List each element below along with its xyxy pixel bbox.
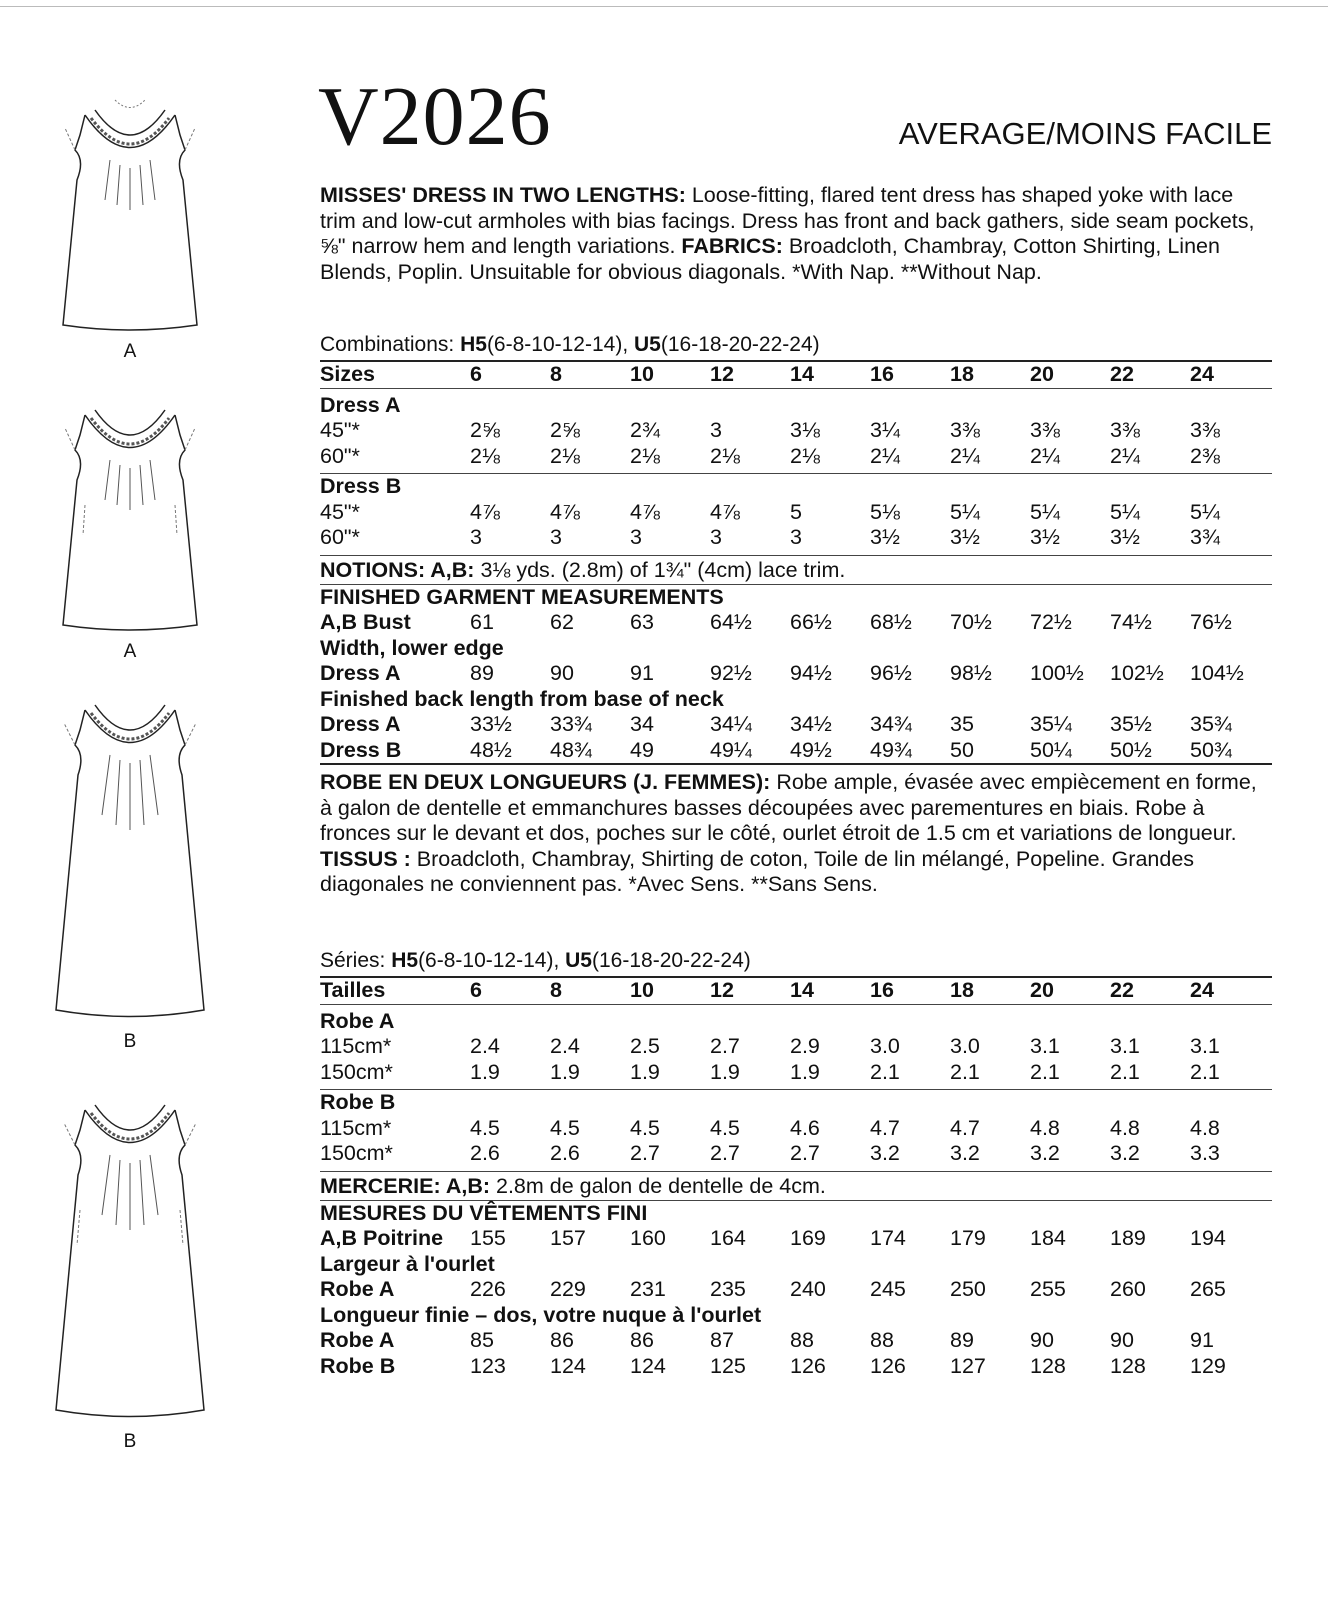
cell: 128 <box>1030 1353 1066 1378</box>
cell: 5¼ <box>950 499 980 524</box>
cell: 62 <box>550 610 574 634</box>
cell: 4⅞ <box>550 499 580 524</box>
notions-text: 2.8m de galon de dentelle de 4cm. <box>496 1173 826 1198</box>
cell: 5¼ <box>1190 499 1220 524</box>
notions-text: 3⅛ yds. (2.8m) of 1¾" (4cm) lace trim. <box>480 557 846 582</box>
cell: 3.1 <box>1190 1034 1220 1058</box>
cell: 2⅛ <box>710 443 740 468</box>
cell: 2¼ <box>1110 443 1140 468</box>
cell: 124 <box>630 1353 666 1378</box>
french-title: ROBE EN DEUX LONGUEURS (J. FEMMES): <box>320 770 771 794</box>
cell: 92½ <box>710 661 752 685</box>
cell: 2.1 <box>1030 1059 1060 1084</box>
french-description <box>320 770 1270 898</box>
cell: 3½ <box>950 525 980 549</box>
cell: 34¾ <box>870 712 912 736</box>
cell: 4.6 <box>790 1115 820 1140</box>
dress-b-back-icon <box>50 1085 210 1425</box>
cell: 70½ <box>950 610 992 634</box>
cell: 88 <box>870 1328 894 1352</box>
cell: 126 <box>790 1353 826 1378</box>
french-yardage-table <box>320 946 1272 1379</box>
combo1-code: H5 <box>460 333 487 356</box>
dress-a-front-icon <box>55 90 205 335</box>
cell: 4.8 <box>1190 1115 1220 1140</box>
combinations-line <box>320 946 1272 976</box>
view-b-front <box>40 685 220 1053</box>
tissus-text: Broadcloth, Chambray, Shirting de coton, Toile de lin mélangé, Popeline. Grandes diagonales ne conviennent pas. *Avec Sens. **Sans Sens. <box>320 846 1195 896</box>
cell: 48¾ <box>550 737 592 762</box>
cell: 86 <box>630 1328 654 1352</box>
yardage-row <box>320 1034 1272 1060</box>
cell: 1.9 <box>710 1059 740 1084</box>
cell: 189 <box>1110 1226 1146 1250</box>
cell: 4.8 <box>1030 1115 1060 1140</box>
cell: 18 <box>950 362 974 386</box>
cell: 16 <box>870 978 894 1002</box>
cell: 94½ <box>790 661 832 685</box>
cell: 3⅛ <box>790 418 820 442</box>
finished-measurements-label: FINISHED GARMENT MEASUREMENTS <box>320 584 1272 611</box>
cell: 18 <box>950 978 974 1002</box>
cell: 4.5 <box>710 1115 740 1140</box>
cell: 3.3 <box>1190 1141 1220 1165</box>
section-label: Robe B <box>320 1090 396 1114</box>
width-row <box>320 661 1272 687</box>
cell: 229 <box>550 1277 586 1301</box>
row-label: 150cm* <box>320 1141 393 1165</box>
cell: 2.6 <box>470 1141 500 1165</box>
view-b-back <box>40 1085 220 1453</box>
cell: 2⅛ <box>470 443 500 468</box>
view-label: B <box>123 1431 137 1452</box>
cell: 5 <box>790 499 802 524</box>
section-label: Dress A <box>320 392 401 417</box>
cell: 1.9 <box>470 1059 500 1084</box>
cell: 2⅜ <box>1190 443 1220 468</box>
dress-a-label-row <box>320 393 1272 419</box>
dress-b-label-row <box>320 473 1272 500</box>
cell: 127 <box>950 1353 986 1378</box>
cell: 250 <box>950 1277 986 1301</box>
fabrics-label: FABRICS: <box>681 234 783 258</box>
view-label: B <box>123 1031 137 1052</box>
yardage-row <box>320 1116 1272 1142</box>
cell: 3 <box>470 525 482 549</box>
cell: 2¼ <box>1030 443 1060 468</box>
top-border <box>0 0 1328 7</box>
cell: 3¼ <box>870 418 900 442</box>
cell: 4.7 <box>870 1115 900 1140</box>
cell: 128 <box>1110 1353 1146 1378</box>
cell: 24 <box>1190 362 1214 386</box>
notions-row <box>320 1171 1272 1200</box>
cell: 35 <box>950 712 974 736</box>
yardage-row <box>320 1141 1272 1167</box>
cell: 184 <box>1030 1226 1066 1250</box>
cell: 22 <box>1110 978 1134 1002</box>
fabrics-text: Broadcloth, Chambray, Cotton Shirting, Linen Blends, Poplin. Unsuitable for obvious diagonals. *With Nap. **Without Nap. <box>320 234 1220 284</box>
cell: 3⅜ <box>1030 418 1060 442</box>
view-a-front <box>40 90 220 363</box>
length-a-row <box>320 712 1272 738</box>
cell: 5¼ <box>1110 499 1140 524</box>
cell: 2.4 <box>470 1034 500 1058</box>
cell: 2.1 <box>1110 1059 1140 1084</box>
french-body: Robe ample, évasée avec empiècement en forme, à galon de dentelle et emmanchures basses découpées avec parementures en biais. Robe à fronces sur le devant et dos, poches sur le côté, ourlet étroit de 1.5 cm et variations de longueur. <box>320 770 1257 845</box>
cell: 3¾ <box>1190 525 1220 549</box>
cell: 3 <box>550 525 562 549</box>
view-label: A <box>123 641 137 662</box>
difficulty-level: AVERAGE/MOINS FACILE <box>898 116 1272 151</box>
section-label: Robe A <box>320 1008 395 1033</box>
cell: 2.1 <box>950 1059 980 1084</box>
cell: 3½ <box>870 525 900 549</box>
bust-row <box>320 610 1272 636</box>
cell: 87 <box>710 1328 734 1352</box>
length-b-row <box>320 1354 1272 1380</box>
cell: 2.7 <box>710 1034 740 1058</box>
cell: 3.1 <box>1030 1034 1060 1058</box>
combinations-label: Séries: <box>320 949 386 972</box>
section-label: Dress B <box>320 474 402 498</box>
cell: 8 <box>550 978 562 1002</box>
english-description <box>320 183 1270 285</box>
cell: 3½ <box>1030 525 1060 549</box>
row-label: Robe A <box>320 1277 395 1301</box>
pattern-code: V2026 <box>318 70 552 163</box>
cell: 34 <box>630 712 654 736</box>
cell: 86 <box>550 1328 574 1352</box>
row-label: Sizes <box>320 362 375 386</box>
cell: 6 <box>470 362 482 386</box>
cell: 12 <box>710 978 734 1002</box>
cell: 160 <box>630 1226 666 1250</box>
cell: 49½ <box>790 737 832 762</box>
cell: 20 <box>1030 978 1054 1002</box>
cell: 8 <box>550 362 562 386</box>
cell: 6 <box>470 978 482 1002</box>
cell: 91 <box>1190 1328 1214 1352</box>
cell: 157 <box>550 1226 586 1250</box>
width-label: Width, lower edge <box>320 635 504 660</box>
notions-label: MERCERIE: A,B: <box>320 1173 491 1198</box>
row-label: Robe A <box>320 1328 395 1352</box>
cell: 49¾ <box>870 737 912 762</box>
length-b-row <box>320 738 1272 766</box>
cell: 50½ <box>1110 737 1152 762</box>
cell: 3 <box>710 525 722 549</box>
row-label: 150cm* <box>320 1059 393 1084</box>
cell: 50 <box>950 737 974 762</box>
cell: 2⅛ <box>630 443 660 468</box>
dress-a-label-row <box>320 1009 1272 1035</box>
cell: 164 <box>710 1226 746 1250</box>
row-label: 115cm* <box>320 1034 392 1058</box>
yardage-row <box>320 525 1272 551</box>
finished-measurements-label: MESURES DU VÊTEMENTS FINI <box>320 1200 1272 1227</box>
row-label: A,B Poitrine <box>320 1226 444 1250</box>
row-label: Dress A <box>320 661 401 685</box>
dress-a-back-icon <box>55 390 205 635</box>
cell: 50¼ <box>1030 737 1072 762</box>
cell: 3.2 <box>870 1141 900 1165</box>
notions-label: NOTIONS: A,B: <box>320 557 475 582</box>
width-row <box>320 1277 1272 1303</box>
cell: 104½ <box>1190 661 1244 685</box>
cell: 66½ <box>790 610 832 634</box>
sketch-column <box>40 90 220 1490</box>
cell: 3 <box>630 525 642 549</box>
cell: 1.9 <box>790 1059 820 1084</box>
cell: 194 <box>1190 1226 1226 1250</box>
cell: 63 <box>630 610 654 634</box>
cell: 61 <box>470 610 494 634</box>
cell: 14 <box>790 362 814 386</box>
cell: 10 <box>630 978 654 1002</box>
row-label: A,B Bust <box>320 610 411 634</box>
cell: 125 <box>710 1353 746 1378</box>
cell: 2⅛ <box>790 443 820 468</box>
cell: 16 <box>870 362 894 386</box>
cell: 3½ <box>1110 525 1140 549</box>
combo2-sizes: (16-18-20-22-24) <box>660 333 820 356</box>
cell: 10 <box>630 362 654 386</box>
yardage-row <box>320 1060 1272 1086</box>
cell: 2.7 <box>630 1141 660 1165</box>
cell: 89 <box>470 661 494 685</box>
cell: 245 <box>870 1277 906 1301</box>
row-label: Dress B <box>320 737 402 762</box>
cell: 3⅜ <box>1110 418 1140 442</box>
view-label: A <box>123 341 137 362</box>
cell: 3.2 <box>950 1141 980 1165</box>
cell: 5¼ <box>1030 499 1060 524</box>
bust-row <box>320 1226 1272 1252</box>
cell: 3.2 <box>1030 1141 1060 1165</box>
length-label: Finished back length from base of neck <box>320 686 724 711</box>
cell: 72½ <box>1030 610 1072 634</box>
cell: 123 <box>470 1353 506 1378</box>
english-yardage-table <box>320 330 1272 765</box>
cell: 231 <box>630 1277 666 1301</box>
cell: 5⅛ <box>870 499 900 524</box>
cell: 169 <box>790 1226 826 1250</box>
cell: 20 <box>1030 362 1054 386</box>
cell: 24 <box>1190 978 1214 1002</box>
combinations-label: Combinations: <box>320 333 455 356</box>
cell: 2¾ <box>630 418 660 442</box>
cell: 3⅜ <box>1190 418 1220 442</box>
cell: 129 <box>1190 1353 1226 1378</box>
cell: 1.9 <box>630 1059 660 1084</box>
cell: 3.0 <box>870 1034 900 1058</box>
row-label: 45"* <box>320 499 360 524</box>
cell: 89 <box>950 1328 974 1352</box>
cell: 126 <box>870 1353 906 1378</box>
cell: 48½ <box>470 737 512 762</box>
cell: 3⅜ <box>950 418 980 442</box>
cell: 14 <box>790 978 814 1002</box>
tissus-label: TISSUS : <box>320 846 411 871</box>
cell: 226 <box>470 1277 506 1301</box>
cell: 124 <box>550 1353 586 1378</box>
cell: 2⅝ <box>550 418 580 442</box>
cell: 255 <box>1030 1277 1066 1301</box>
cell: 74½ <box>1110 610 1152 634</box>
cell: 49¼ <box>710 737 752 762</box>
row-label: Dress A <box>320 712 401 736</box>
combo2-sizes: (16-18-20-22-24) <box>592 949 751 972</box>
cell: 260 <box>1110 1277 1146 1301</box>
cell: 2⅝ <box>470 418 500 442</box>
row-label: 115cm* <box>320 1115 392 1140</box>
cell: 2.1 <box>870 1059 900 1084</box>
cell: 2.9 <box>790 1034 820 1058</box>
yardage-row <box>320 418 1272 444</box>
cell: 100½ <box>1030 661 1084 685</box>
sizes-header-row <box>320 360 1272 389</box>
notions-row <box>320 555 1272 584</box>
cell: 33¾ <box>550 712 592 736</box>
dress-b-front-icon <box>50 685 210 1025</box>
cell: 34½ <box>790 712 832 736</box>
cell: 90 <box>1110 1328 1134 1352</box>
dress-b-label-row <box>320 1089 1272 1116</box>
cell: 3.0 <box>950 1034 980 1058</box>
cell: 3.1 <box>1110 1034 1140 1058</box>
cell: 265 <box>1190 1277 1226 1301</box>
cell: 4.7 <box>950 1115 980 1140</box>
cell: 4⅞ <box>470 499 500 524</box>
cell: 91 <box>630 661 654 685</box>
row-label: Tailles <box>320 978 386 1002</box>
combo2-code: U5 <box>565 949 592 972</box>
cell: 102½ <box>1110 661 1164 685</box>
cell: 4.5 <box>550 1115 580 1140</box>
combinations-line <box>320 330 1272 360</box>
row-label: 60"* <box>320 443 360 468</box>
combo1-code: H5 <box>391 949 419 972</box>
sizes-header-row <box>320 976 1272 1005</box>
combo1-sizes: (6-8-10-12-14), <box>418 949 560 972</box>
width-label: Largeur à l'ourlet <box>320 1251 495 1276</box>
view-a-back <box>40 390 220 663</box>
combo2-code: U5 <box>634 333 661 356</box>
cell: 4⅞ <box>630 499 660 524</box>
cell: 2⅛ <box>550 443 580 468</box>
cell: 50¾ <box>1190 737 1232 762</box>
cell: 235 <box>710 1277 746 1301</box>
cell: 96½ <box>870 661 912 685</box>
yardage-row <box>320 500 1272 526</box>
yardage-row <box>320 444 1272 470</box>
cell: 90 <box>1030 1328 1054 1352</box>
cell: 3 <box>710 418 722 442</box>
cell: 240 <box>790 1277 826 1301</box>
length-label: Longueur finie – dos, votre nuque à l'ourlet <box>320 1302 762 1327</box>
cell: 2¼ <box>870 443 900 468</box>
cell: 33½ <box>470 712 512 736</box>
cell: 49 <box>630 737 654 762</box>
cell: 98½ <box>950 661 992 685</box>
cell: 1.9 <box>550 1059 580 1084</box>
cell: 64½ <box>710 610 752 634</box>
cell: 3.2 <box>1110 1141 1140 1165</box>
english-body: Loose-fitting, flared tent dress has shaped yoke with lace trim and low-cut armholes with bias facings. Dress has front and back gathers, side seam pockets, ⅝" narrow hem and length variations. <box>320 183 1255 258</box>
combo1-sizes: (6-8-10-12-14), <box>486 333 629 356</box>
cell: 2¼ <box>950 443 980 468</box>
cell: 4.8 <box>1110 1115 1140 1140</box>
cell: 35¼ <box>1030 712 1072 736</box>
cell: 4.5 <box>470 1115 500 1140</box>
cell: 2.6 <box>550 1141 580 1165</box>
cell: 85 <box>470 1328 494 1352</box>
cell: 22 <box>1110 362 1134 386</box>
cell: 34¼ <box>710 712 752 736</box>
cell: 12 <box>710 362 734 386</box>
cell: 2.7 <box>790 1141 820 1165</box>
english-title: MISSES' DRESS IN TWO LENGTHS: <box>320 183 686 207</box>
cell: 4⅞ <box>710 499 740 524</box>
cell: 35¾ <box>1190 712 1232 736</box>
cell: 155 <box>470 1226 506 1250</box>
cell: 88 <box>790 1328 814 1352</box>
cell: 90 <box>550 661 574 685</box>
cell: 35½ <box>1110 712 1152 736</box>
cell: 2.1 <box>1190 1059 1220 1084</box>
cell: 4.5 <box>630 1115 660 1140</box>
cell: 2.7 <box>710 1141 740 1165</box>
cell: 68½ <box>870 610 912 634</box>
cell: 174 <box>870 1226 906 1250</box>
cell: 179 <box>950 1226 986 1250</box>
cell: 2.4 <box>550 1034 580 1058</box>
cell: 3 <box>790 525 802 549</box>
cell: 2.5 <box>630 1034 660 1058</box>
row-label: Robe B <box>320 1353 396 1378</box>
row-label: 45"* <box>320 418 360 442</box>
length-a-row <box>320 1328 1272 1354</box>
row-label: 60"* <box>320 525 360 549</box>
cell: 76½ <box>1190 610 1232 634</box>
